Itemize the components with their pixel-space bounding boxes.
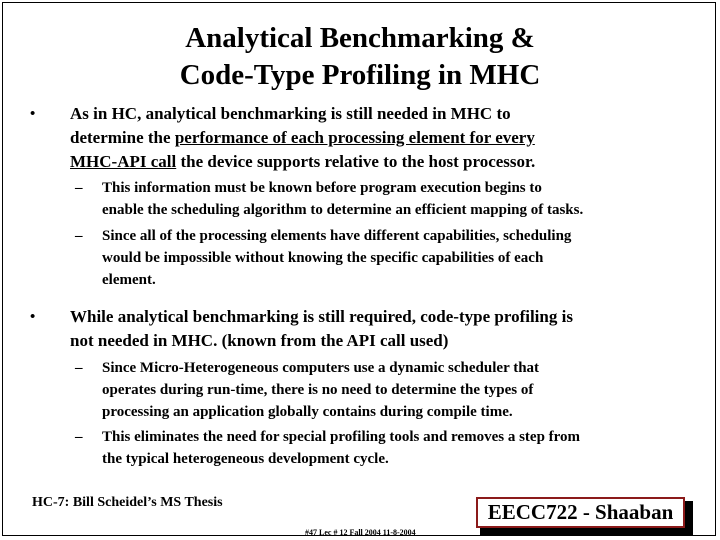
bullet-1-line-1: As in HC, analytical benchmarking is still needed in MHC to bbox=[70, 104, 511, 123]
sub-2-1-line-2: operates during run-time, there is no need to determine the types of bbox=[102, 382, 534, 398]
sub-2-1-line-1: Since Micro-Heterogeneous computers use a dynamic scheduler that bbox=[102, 360, 540, 376]
bullet-1-line-3 bbox=[70, 150, 680, 174]
bullet-dot: • bbox=[30, 309, 36, 325]
footer-source: HC-7: Bill Scheidel’s MS Thesis bbox=[32, 495, 223, 510]
title-line-1: Analytical Benchmarking & bbox=[185, 22, 535, 54]
bullet-2-text bbox=[70, 305, 680, 353]
bullet-1-part-d: MHC-API call bbox=[70, 152, 177, 171]
bullet-1-part-b: determine the bbox=[70, 128, 175, 147]
bullet-2-line-1: While analytical benchmarking is still required, code-type profiling is bbox=[70, 307, 573, 326]
course-brand-box: EECC722 - Shaaban bbox=[476, 497, 685, 528]
title-line-2: Code-Type Profiling in MHC bbox=[179, 59, 541, 91]
bullet-1-part-e: the device supports relative to the host processor. bbox=[176, 152, 536, 171]
bullet-2-line-2: not needed in MHC. (known from the API call used) bbox=[70, 331, 449, 350]
slide-title bbox=[0, 20, 720, 94]
sub-1-2-line-1: Since all of the processing elements have different capabilities, scheduling bbox=[102, 228, 572, 244]
bullet-1-text bbox=[70, 102, 680, 174]
bullet-dot: • bbox=[30, 106, 36, 122]
sub-2-2-line-1: This eliminates the need for special profiling tools and removes a step from bbox=[102, 429, 581, 445]
dash-glyph: – bbox=[75, 228, 83, 244]
footer-slide-info: #47 Lec # 12 Fall 2004 11-8-2004 bbox=[305, 528, 416, 537]
sub-1-2-line-3: element. bbox=[102, 272, 156, 288]
sub-1-1-line-2: enable the scheduling algorithm to determine an efficient mapping of tasks. bbox=[102, 202, 584, 218]
bullet-1-part-c: performance of each processing element for every bbox=[174, 128, 535, 147]
sub-1-2-line-2: would be impossible without knowing the specific capabilities of each bbox=[102, 250, 544, 266]
dash-glyph: – bbox=[75, 180, 83, 196]
sub-2-1-line-3: processing an application globally contains during compile time. bbox=[102, 404, 513, 420]
sub-1-1-line-1: This information must be known before program execution begins to bbox=[102, 180, 542, 196]
bullet-1-line-2 bbox=[70, 126, 680, 150]
dash-glyph: – bbox=[75, 360, 83, 376]
sub-2-2-line-2: the typical heterogeneous development cycle. bbox=[102, 451, 389, 467]
dash-glyph: – bbox=[75, 429, 83, 445]
